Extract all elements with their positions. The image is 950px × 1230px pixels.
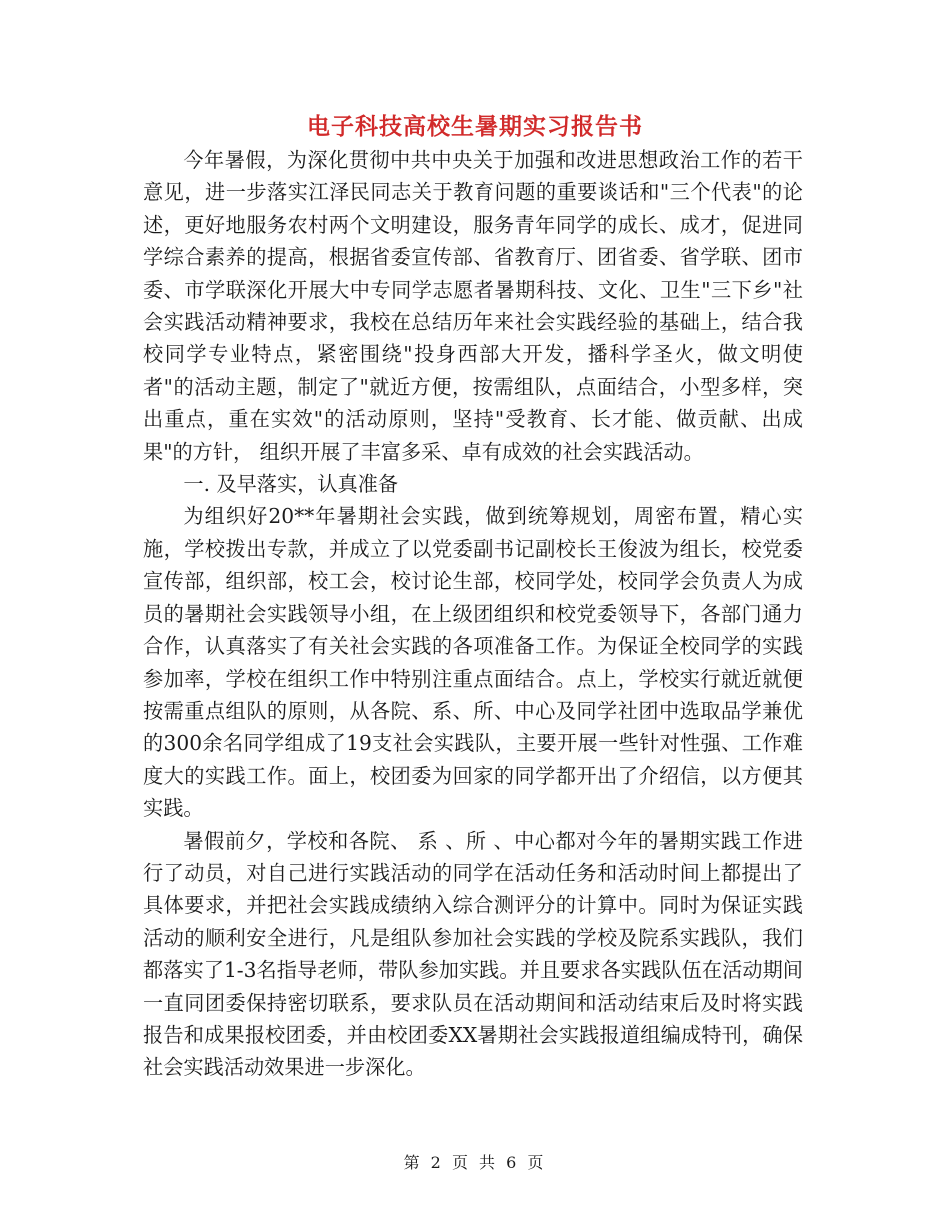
- document-title: 电子科技高校生暑期实习报告书: [307, 113, 643, 140]
- paragraph-mobilization: 暑假前夕，学校和各院、 系 、所 、中心都对今年的暑期实践工作进行了动员，对自己进行实践活动的同学在活动任务和活动时间上都提出了具体要求，并把社会实践成绩纳入综合测评分的计算中。同时为保证实践活动的顺利安全进行，凡是组队参加社会实践的学校及院系实践队，我们都落实了1-3名指导老师，带队参加实践。并且要求各实践队伍在活动期间一直同团委保持密切联系，要求队员在活动期间和活动结束后及时将实践报告和成果报校团委，并由校团委XX暑期社会实践报道组编成特刊，确保社会实践活动效果进一步深化。: [143, 828, 803, 1080]
- paragraph-intro: 今年暑假，为深化贯彻中共中央关于加强和改进思想政治工作的若干意见，进一步落实江泽民同志关于教育问题的重要谈话和"三个代表"的论述，更好地服务农村两个文明建设，服务青年同学的成长、成才，促进同学综合素养的提高，根据省委宣传部、省教育厅、团省委、省学联、团市委、市学联深化开展大中专同学志愿者暑期科技、文化、卫生"三下乡"社会实践活动精神要求，我校在总结历年来社会实践经验的基础上，结合我校同学专业特点，紧密围绕"投身西部大开发，播科学圣火，做文明使者"的活动主题，制定了"就近方便，按需组队，点面结合，小型多样，突出重点，重在实效"的活动原则，坚持"受教育、长才能、做贡献、出成果"的方针， 组织开展了丰富多采、卓有成效的社会实践活动。: [143, 148, 803, 464]
- section-heading: 一. 及早落实，认真准备: [183, 472, 399, 497]
- paragraph-preparation: 为组织好20**年暑期社会实践，做到统筹规划，周密布置，精心实施，学校拨出专款，并成立了以党委副书记副校长王俊波为组长，校党委宣传部，组织部，校工会，校讨论生部，校同学处，校同学会负责人为成员的暑期社会实践领导小组，在上级团组织和校党委领导下，各部门通力合作，认真落实了有关社会实践的各项准备工作。为保证全校同学的实践参加率，学校在组织工作中特别注重点面结合。点上，学校实行就近就便按需重点组队的原则，从各院、系、所、中心及同学社团中选取品学兼优的300余名同学组成了19支社会实践队，主要开展一些针对性强、工作难度大的实践工作。面上，校团委为回家的同学都开出了介绍信，以方便其实践。: [143, 504, 803, 821]
- page-number-footer: 第 2 页 共 6 页: [403, 1153, 547, 1172]
- document-body: [143, 144, 803, 1084]
